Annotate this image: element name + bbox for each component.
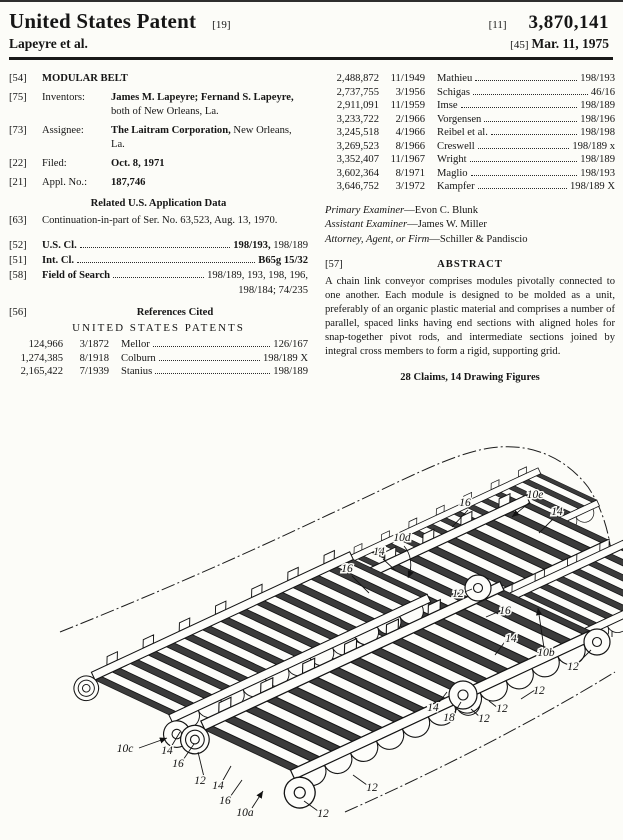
field-of-search-value2: 198/184; 74/235 [238,284,308,296]
field-label: Inventors: [42,91,85,103]
invention-title: MODULAR BELT [42,73,128,84]
ref-number: 3,233,722 [336,113,379,125]
dot-leader [113,277,204,278]
ref-numeral: 14 [427,702,439,714]
ref-name: Colburn [121,352,156,364]
field-code: [75] [9,91,27,103]
dot-leader [475,80,577,81]
ref-number: 3,245,518 [336,127,379,139]
ref-date: 3/1872 [79,339,109,351]
em-dash: — [429,233,440,245]
assistant-examiner-label: Assistant Examiner [325,219,408,231]
ref-class: 46/16 [590,86,615,98]
attorney-name: Schiller & Pandiscio [439,233,528,245]
ref-numeral: 12 [317,808,329,820]
ref-numeral: 14 [212,780,224,792]
patent-number: 3,870,141 [528,12,609,33]
attorney-line [325,233,615,247]
assignee-value [111,124,308,152]
field-code: [73] [9,124,27,136]
ref-class: 198/193 [580,73,615,84]
primary-examiner-label: Primary Examiner [325,204,405,216]
reference-row [325,72,615,86]
ref-numeral: 16 [341,563,353,575]
ref-numeral: 12 [366,782,378,794]
int-cl-line [42,254,308,268]
ref-date: 3/1972 [395,181,425,193]
ref-class: 198/189 X [262,352,308,364]
field-code: [63] [9,214,27,226]
ref-date: 8/1966 [395,140,425,152]
issue-date [510,36,613,52]
claims-note: 28 Claims, 14 Drawing Figures [400,372,540,384]
ref-name: Reibel et al. [437,127,488,139]
patent-title: United States Patent [9,9,197,33]
ref-date: 11/1959 [390,100,425,112]
abstract-heading-row [325,258,615,272]
ref-number: 1,274,385 [20,352,63,364]
reference-row [325,113,615,127]
ref-class: 198/189 [273,366,308,378]
ref-numeral: 10c [116,743,134,755]
ref-name: Schigas [437,86,470,98]
ref-numeral: 12 [478,713,490,725]
dot-leader [471,175,578,176]
ref-name: Kampfer [437,181,475,193]
invention-title-row [9,72,308,86]
dot-leader [484,121,577,122]
us-cl-primary: 198/193, [233,239,271,251]
inventors-value [111,91,308,119]
body-columns [0,60,623,385]
dot-leader [478,148,570,149]
ref-numeral: 12 [496,703,508,715]
field-code: [51] [9,254,27,266]
ref-number: 2,737,755 [336,86,379,98]
reference-row [325,126,615,140]
dot-leader [153,346,270,347]
us-cl-line [42,239,308,253]
ref-numeral: 14 [161,745,173,757]
appl-no-row [9,176,308,190]
dot-leader [473,94,588,95]
reference-row [325,140,615,154]
kind-code: [19] [212,19,231,31]
reference-row [9,352,308,366]
ref-numeral: 18 [443,712,455,724]
field-of-search-row [9,269,308,283]
ref-numeral: 16 [499,605,511,617]
em-dash: — [404,204,415,216]
ref-numeral: 10d [393,532,411,544]
right-column [325,72,615,385]
reference-row [9,338,308,352]
ref-name: Wright [437,154,467,166]
ref-numeral: 10a [236,807,254,819]
dot-leader [159,360,260,361]
ref-date: 11/1967 [390,154,425,166]
field-code: [22] [9,157,27,169]
assignee-row [9,124,308,152]
left-column [9,72,308,385]
field-label: Assignee: [42,124,84,136]
ref-numeral: 12 [194,775,206,787]
ref-class: 198/198 [580,127,615,139]
ref-class: 198/193 [580,167,615,179]
field-of-search-line [42,269,308,283]
ref-numeral: 10e [526,489,544,501]
ref-class: 198/189 [580,154,615,166]
ref-numeral: 10b [537,647,555,659]
ref-numeral: 12 [567,661,579,673]
ref-date: 8/1918 [79,352,109,364]
field-code: [52] [9,239,27,251]
ref-date: 7/1939 [79,366,109,378]
ref-number: 3,352,407 [336,154,379,166]
ref-number: 2,488,872 [336,73,379,84]
issue-date-label: [45] [510,39,529,51]
field-code: [56] [9,306,27,318]
ref-name: Creswell [437,140,475,152]
party-line: Lapeyre et al. [9,36,88,51]
ref-name: Mathieu [437,73,473,84]
int-cl-row [9,254,308,268]
ref-class: 126/167 [273,339,308,351]
ref-date: 11/1949 [390,73,425,84]
ref-numeral: 14 [551,506,563,518]
ref-numeral: 14 [505,633,517,645]
ref-numeral: 16 [219,795,231,807]
related-data-row [9,214,308,228]
field-label: Filed: [42,157,67,169]
field-code: [58] [9,269,27,281]
belt-modules [67,446,623,840]
us-patents-subheading: UNITED STATES PATENTS [72,321,245,334]
ref-numeral: 16 [172,758,184,770]
field-of-search-label: Field of Search [42,269,111,281]
abstract-code: [57] [325,258,343,270]
abstract-text: A chain link conveyor comprises modules pivotally connected to one another. Each module is designed to be molded as a unit, preferably of an organic plastic material and comprises a number of parallel, spaced links having end sections with aligned holes for snap-together pivot rods, and intermediate sections joined by integral cross members to form a rigid, supporting grid. [325,275,615,358]
ref-number: 2,165,422 [20,366,63,378]
ref-date: 8/1971 [395,167,425,179]
assistant-examiner-line [325,218,615,232]
page-top-edge [0,0,623,2]
inventor-names: James M. Lapeyre; Fernand S. Lapeyre, [111,91,294,103]
primary-examiner-name: Evon C. Blunk [414,204,479,216]
field-of-search-value1: 198/189, 193, 198, 196, [207,269,308,281]
ref-numeral: 12 [533,685,545,697]
references-heading: References Cited [136,306,214,318]
ref-name: Mellor [121,339,150,351]
figure-area [0,432,623,840]
field-label: Appl. No.: [42,176,88,188]
reference-row [325,180,615,194]
ref-name: Stanius [121,366,153,378]
inventors-row [9,91,308,119]
assistant-examiner-name: James W. Miller [417,219,487,231]
dot-leader [491,134,577,135]
related-data-heading: Related U.S. Application Data [90,197,227,209]
issue-date-value: Mar. 11, 1975 [531,36,609,51]
references-heading-row [9,306,308,320]
reference-row [9,365,308,379]
reference-row [325,86,615,100]
ref-number: 3,269,523 [336,140,379,152]
attorney-label: Attorney, Agent, or Firm [325,233,430,245]
modular-belt-drawing [0,432,623,840]
ref-class: 198/189 x [572,140,615,152]
assignee-name: The Laitram Corporation, [111,124,231,136]
primary-examiner-line [325,204,615,218]
filed-value: Oct. 8, 1971 [111,157,165,169]
appl-no-value: 187,746 [111,176,146,188]
dot-leader [155,373,270,374]
reference-row [325,153,615,167]
dot-leader [478,188,567,189]
ref-numeral: 12 [452,588,464,600]
ref-class: 198/189 X [569,181,615,193]
ref-number: 3,646,752 [336,181,379,193]
ref-numeral: 14 [373,546,385,558]
ref-date: 2/1966 [395,113,425,125]
ref-class: 198/196 [580,113,615,125]
us-cl-label: U.S. Cl. [42,239,77,251]
dot-leader [77,262,255,263]
ref-name: Imse [437,100,458,112]
us-cl-secondary: 198/189 [270,239,308,251]
ref-name: Vorgensen [437,113,482,125]
ref-date: 4/1966 [395,127,425,139]
us-cl-value [233,239,308,253]
int-cl-label: Int. Cl. [42,254,75,266]
ref-number: 2,911,091 [337,100,379,112]
examiner-block [325,204,615,247]
dot-leader [470,161,578,162]
ref-date: 3/1956 [395,86,425,98]
ref-numeral: 16 [459,497,471,509]
field-code: [54] [9,73,27,84]
ref-class: 198/189 [580,100,615,112]
filed-row [9,157,308,171]
reference-row [325,99,615,113]
dot-leader [80,247,231,248]
dot-leader [461,107,578,108]
abstract-heading: ABSTRACT [437,258,503,270]
ref-number: 124,966 [28,339,63,351]
int-cl-value: B65g 15/32 [258,254,308,266]
related-data-text: Continuation-in-part of Ser. No. 63,523, Aug. 13, 1970. [42,214,278,226]
ref-number: 3,602,364 [336,167,379,179]
inventor-names-rest: both of New Orleans, La. [111,105,219,117]
reference-row [325,167,615,181]
em-dash: — [407,219,418,231]
us-cl-row [9,239,308,253]
ref-name: Maglio [437,167,468,179]
field-code: [21] [9,176,27,188]
assignee-rest: New Orleans, La. [111,124,292,150]
patent-header [0,0,623,60]
patent-number-label: [11] [488,19,507,31]
